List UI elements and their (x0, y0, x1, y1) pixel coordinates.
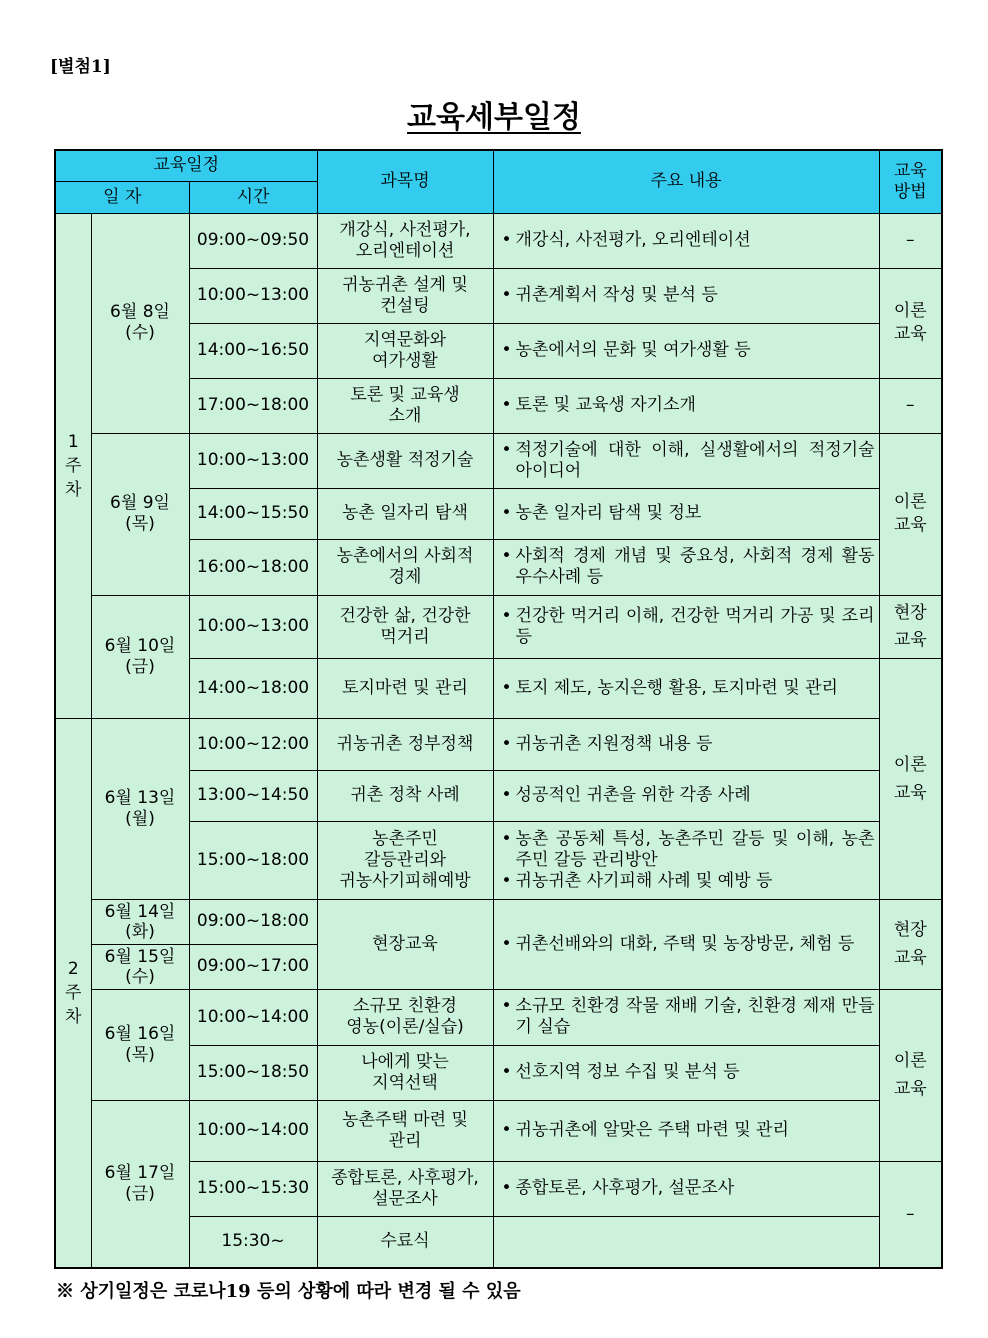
header-schedule: 교육일정 (55, 150, 317, 181)
subject-cell: 현장교육 (317, 899, 493, 989)
content-text: 귀촌계획서 작성 및 분석 등 (515, 285, 718, 305)
content-text: 종합토론, 사후평가, 설문조사 (515, 1178, 735, 1198)
bullet: • (501, 677, 512, 698)
method-cell: – (879, 378, 942, 433)
bullet: • (501, 503, 512, 523)
method-cell: 현장 교육 (879, 595, 942, 658)
date-cell: 6월 8일 (수) (91, 213, 189, 433)
subject-cell: 귀촌 정착 사례 (317, 770, 493, 821)
content-text: 농촌 일자리 탐색 및 정보 (515, 503, 702, 523)
method-cell: 이론 교육 (879, 658, 942, 899)
table-row (55, 378, 942, 433)
content-text: 건강한 먹거리 이해, 건강한 먹거리 가공 및 조리 등 (515, 605, 875, 647)
content-cell (493, 378, 879, 433)
time-cell: 10:00~14:00 (189, 989, 317, 1045)
table-row (55, 539, 942, 595)
content-text: 선호지역 정보 수집 및 분석 등 (515, 1062, 740, 1082)
table-row (55, 1216, 942, 1268)
bullet: • (501, 395, 512, 415)
table-row (55, 1045, 942, 1100)
content-text: 적정기술에 대한 이해, 실생활에서의 적정기술 아이디어 (515, 439, 875, 481)
content-cell (493, 323, 879, 378)
subject-cell: 농촌에서의 사회적 경제 (317, 539, 493, 595)
time-cell: 10:00~13:00 (189, 595, 317, 658)
header-method: 교육 방법 (879, 150, 942, 213)
footnote: ※ 상기일정은 코로나19 등의 상황에 따라 변경 될 수 있음 (56, 1281, 521, 1302)
content-text: 소규모 친환경 작물 재배 기술, 친환경 제재 만들기 실습 (515, 996, 875, 1037)
date-cell: 6월 9일 (목) (91, 433, 189, 595)
content-cell (493, 539, 879, 595)
content-cell (493, 1045, 879, 1100)
header-date: 일 자 (55, 181, 189, 213)
header-time: 시간 (189, 181, 317, 213)
header-subject: 과목명 (317, 150, 493, 213)
content-cell (493, 1100, 879, 1161)
date-cell: 6월 15일 (수) (91, 944, 189, 989)
method-cell: 현장 교육 (879, 899, 942, 989)
page-title (0, 92, 988, 136)
content-text: 성공적인 귀촌을 위한 각종 사례 (515, 785, 751, 805)
bullet: • (501, 546, 512, 566)
table-row (55, 658, 942, 718)
time-cell: 15:30~ (189, 1216, 317, 1268)
subject-cell: 수료식 (317, 1216, 493, 1268)
table-row (55, 1100, 942, 1161)
time-cell: 15:00~15:30 (189, 1161, 317, 1216)
content-text: 농촌에서의 문화 및 여가생활 등 (515, 340, 751, 360)
date-cell: 6월 13일 (월) (91, 718, 189, 899)
time-cell: 13:00~14:50 (189, 770, 317, 821)
content-cell (493, 821, 879, 899)
content-cell (493, 488, 879, 539)
bullet: • (501, 605, 512, 626)
bullet: • (501, 1120, 512, 1140)
bullet: • (501, 285, 512, 305)
table-row (55, 433, 942, 488)
content-cell (493, 658, 879, 718)
content-text: 귀촌선배와의 대화, 주택 및 농장방문, 체험 등 (515, 933, 855, 954)
date-cell: 6월 14일 (화) (91, 899, 189, 944)
time-cell: 09:00~18:00 (189, 899, 317, 944)
time-cell: 14:00~18:00 (189, 658, 317, 718)
content-cell (493, 718, 879, 770)
time-cell: 10:00~12:00 (189, 718, 317, 770)
time-cell: 10:00~13:00 (189, 433, 317, 488)
week-cell: 1 주 차 (55, 213, 91, 718)
content-text: 개강식, 사전평가, 오리엔테이션 (515, 230, 751, 250)
content-cell (493, 770, 879, 821)
date-cell: 6월 16일 (목) (91, 989, 189, 1100)
header-content: 주요 내용 (493, 150, 879, 213)
time-cell: 15:00~18:00 (189, 821, 317, 899)
table-row (55, 268, 942, 323)
content-cell (493, 1161, 879, 1216)
subject-cell: 소규모 친환경 영농(이론/실습) (317, 989, 493, 1045)
subject-cell: 건강한 삶, 건강한 먹거리 (317, 595, 493, 658)
subject-cell: 토론 및 교육생 소개 (317, 378, 493, 433)
table-row (55, 718, 942, 770)
subject-cell: 농촌주민 갈등관리와 귀농사기피해예방 (317, 821, 493, 899)
content-text: 농촌 공동체 특성, 농촌주민 갈등 및 이해, 농촌주민 갈등 관리방안 (515, 828, 875, 870)
content-cell (493, 989, 879, 1045)
content-cell (493, 433, 879, 488)
content-cell (493, 899, 879, 989)
bullet: • (501, 996, 512, 1016)
time-cell: 15:00~18:50 (189, 1045, 317, 1100)
bullet: • (501, 870, 512, 891)
table-row (55, 770, 942, 821)
time-cell: 10:00~14:00 (189, 1100, 317, 1161)
table-row (55, 323, 942, 378)
bullet: • (501, 1062, 512, 1082)
time-cell: 09:00~17:00 (189, 944, 317, 989)
table-row (55, 213, 942, 268)
content-cell (493, 595, 879, 658)
time-cell: 14:00~15:50 (189, 488, 317, 539)
bullet: • (501, 785, 512, 805)
subject-cell: 귀농귀촌 정부정책 (317, 718, 493, 770)
bullet: • (501, 733, 512, 754)
content-cell (493, 213, 879, 268)
table-row (55, 899, 942, 944)
time-cell: 16:00~18:00 (189, 539, 317, 595)
content-text: 사회적 경제 개념 및 중요성, 사회적 경제 활동 우수사례 등 (515, 546, 875, 587)
subject-cell: 종합토론, 사후평가, 설문조사 (317, 1161, 493, 1216)
subject-cell: 농촌생활 적정기술 (317, 433, 493, 488)
content-text: 귀농귀촌 사기피해 사례 및 예방 등 (515, 870, 773, 891)
method-cell: 이론 교육 (879, 268, 942, 378)
table-row (55, 488, 942, 539)
time-cell: 09:00~09:50 (189, 213, 317, 268)
bullet: • (501, 828, 512, 849)
bullet: • (501, 230, 512, 250)
table-row (55, 821, 942, 899)
time-cell: 17:00~18:00 (189, 378, 317, 433)
content-text: 토지 제도, 농지은행 활용, 토지마련 및 관리 (515, 677, 838, 698)
subject-cell: 지역문화와 여가생활 (317, 323, 493, 378)
bullet: • (501, 340, 512, 360)
table-row (55, 1161, 942, 1216)
table-row (55, 989, 942, 1045)
method-cell: 이론 교육 (879, 433, 942, 595)
content-cell (493, 268, 879, 323)
subject-cell: 귀농귀촌 설계 및 컨설팅 (317, 268, 493, 323)
method-cell: – (879, 1161, 942, 1268)
table-row (55, 595, 942, 658)
attachment-label: [별첨1] (50, 57, 111, 77)
content-cell (493, 1216, 879, 1268)
schedule-table (54, 149, 943, 1269)
content-text: 귀농귀촌에 알맞은 주택 마련 및 관리 (515, 1120, 789, 1140)
method-cell: – (879, 213, 942, 268)
time-cell: 14:00~16:50 (189, 323, 317, 378)
content-text: 토론 및 교육생 자기소개 (515, 395, 696, 415)
time-cell: 10:00~13:00 (189, 268, 317, 323)
date-cell: 6월 10일 (금) (91, 595, 189, 718)
bullet: • (501, 1178, 512, 1198)
title-text: 교육세부일정 (407, 100, 581, 135)
date-cell: 6월 17일 (금) (91, 1100, 189, 1268)
subject-cell: 개강식, 사전평가, 오리엔테이션 (317, 213, 493, 268)
subject-cell: 나에게 맞는 지역선택 (317, 1045, 493, 1100)
subject-cell: 토지마련 및 관리 (317, 658, 493, 718)
bullet: • (501, 439, 512, 460)
week-cell: 2 주 차 (55, 718, 91, 1268)
subject-cell: 농촌주택 마련 및 관리 (317, 1100, 493, 1161)
method-cell: 이론 교육 (879, 989, 942, 1161)
bullet: • (501, 933, 512, 954)
subject-cell: 농촌 일자리 탐색 (317, 488, 493, 539)
content-text: 귀농귀촌 지원정책 내용 등 (515, 733, 713, 754)
